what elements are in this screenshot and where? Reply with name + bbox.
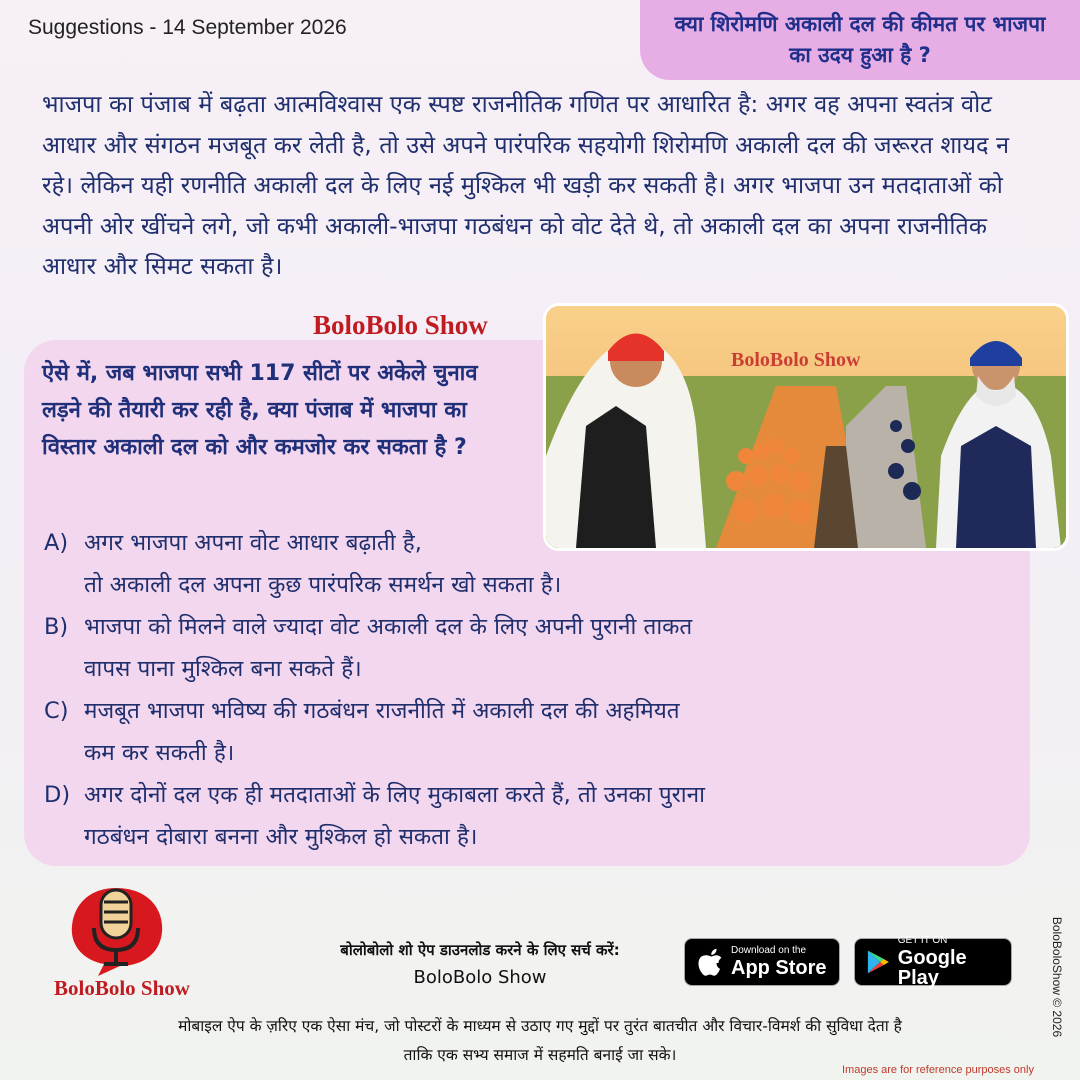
footer-text: [40, 1012, 1040, 1070]
answer-line: अगर दोनों दल एक ही मतदाताओं के लिए मुकाबला करते हैं, तो उनका पुराना: [84, 782, 705, 808]
photo-watermark: BoloBolo Show: [731, 349, 861, 371]
brand-label: BoloBolo Show: [313, 310, 488, 340]
answer-d[interactable]: [44, 774, 924, 858]
answer-a[interactable]: [44, 522, 924, 606]
illustration-photo: [543, 303, 1069, 551]
answer-letter: B): [44, 614, 69, 640]
copyright-container: [1046, 912, 1068, 1042]
footer-line-1: मोबाइल ऐप के ज़रिए एक ऐसा मंच, जो पोस्टरों के माध्यम से उठाए गए मुद्दों पर तुरंत बातचीत और विचार-विमर्श की सुविधा देता है: [178, 1017, 902, 1035]
logo-brand-name: BoloBolo Show: [54, 976, 190, 1000]
copyright-text: BoloBoloShow © 2026: [1050, 916, 1065, 1038]
question-text: ऐसे में, जब भाजपा सभी 117 सीटों पर अकेले चुनाव लड़ने की तैयारी कर रही है, क्या पंजाब में भाजपा का विस्तार अकाली दल को और कमजोर कर सकता है ?: [42, 361, 478, 460]
google-play-small: GET IT ON: [897, 935, 948, 946]
app-store-button[interactable]: [684, 938, 840, 986]
answer-c[interactable]: [44, 690, 924, 774]
answer-line: कम कर सकती है।: [84, 740, 235, 766]
page-title: क्या शिरोमणि अकाली दल की कीमत पर भाजपा का उदय हुआ है ?: [674, 12, 1046, 67]
title-banner: [640, 0, 1080, 80]
download-prompt: [290, 936, 670, 992]
header-date: Suggestions - 14 September 2026: [28, 16, 347, 39]
app-store-large: App Store: [731, 957, 827, 979]
answer-line: तो अकाली दल अपना कुछ पारंपरिक समर्थन खो सकता है।: [84, 572, 562, 598]
google-play-icon: [867, 948, 890, 976]
download-instruction: बोलोबोलो शो ऐप डाउनलोड करने के लिए सर्च करें:: [340, 941, 620, 959]
answer-line: भाजपा को मिलने वाले ज्यादा वोट अकाली दल के लिए अपनी पुरानी ताकत: [84, 614, 693, 640]
app-store-small: Download on the: [731, 945, 807, 956]
google-play-button[interactable]: [854, 935, 1012, 989]
apple-icon: [697, 947, 723, 977]
answer-line: गठबंधन दोबारा बनना और मुश्किल हो सकता है।: [84, 824, 478, 850]
answer-line: मजबूत भाजपा भविष्य की गठबंधन राजनीति में अकाली दल की अहमियत: [84, 698, 680, 724]
download-search-term: BoloBolo Show: [413, 967, 547, 988]
answer-b[interactable]: [44, 606, 924, 690]
intro-paragraph: भाजपा का पंजाब में बढ़ता आत्मविश्वास एक स्पष्ट राजनीतिक गणित पर आधारित है: अगर वह अपना स्वतंत्र वोट आधार और संगठन मजबूत कर लेती है, तो उसे अपने पारंपरिक सहयोगी शिरोमणि अकाली दल की जरूरत शायद न रहे। लेकिन यही रणनीति अकाली दल के लिए नई मुश्किल भी खड़ी कर सकती है। अगर भाजपा उन मतदाताओं को अपनी ओर खींचने लगे, जो कभी अकाली-भाजपा गठबंधन को वोट देते थे, तो अकाली दल का अपना राजनीतिक आधार और सिमट सकता है।: [42, 90, 1010, 280]
google-play-large: Google Play: [897, 947, 967, 989]
answer-line: अगर भाजपा अपना वोट आधार बढ़ाती है,: [84, 530, 422, 556]
answer-letter: A): [44, 530, 69, 556]
footer-line-2: ताकि एक सभ्य समाज में सहमति बनाई जा सके।: [403, 1046, 677, 1064]
answer-line: वापस पाना मुश्किल बना सकते हैं।: [84, 656, 362, 682]
answer-letter: C): [44, 698, 69, 724]
image-disclaimer: Images are for reference purposes only: [842, 1064, 1034, 1076]
answer-letter: D): [44, 782, 71, 808]
answers-list: [44, 522, 924, 858]
